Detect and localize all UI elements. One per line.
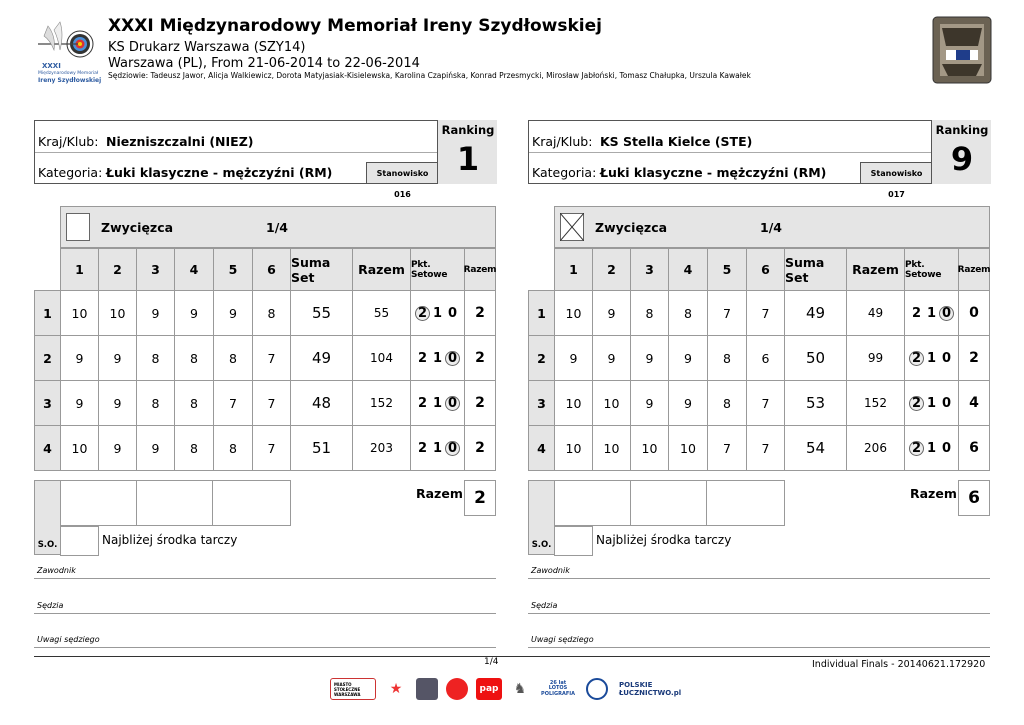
cumulative-total: 152 <box>846 380 905 426</box>
so-label-cell <box>528 480 555 555</box>
set-razem: 2 <box>464 380 496 426</box>
so-arrow-3[interactable] <box>212 480 291 526</box>
end-header: 3 <box>136 248 175 291</box>
arrow-score: 8 <box>174 380 214 426</box>
set-sum: 53 <box>784 380 847 426</box>
razem-total-value: 6 <box>958 480 990 516</box>
sponsor-pap: pap <box>476 678 502 700</box>
club-value: Niezniszczalni (NIEZ) <box>106 134 254 149</box>
page-title: XXXI Międzynarodowy Memoriał Ireny Szydłowskiej <box>108 16 602 36</box>
winner-checkbox[interactable] <box>66 213 90 241</box>
set-points <box>410 380 465 426</box>
cumulative-total: 203 <box>352 425 411 471</box>
winner-checkbox[interactable] <box>560 213 584 241</box>
arrow-score: 9 <box>630 335 669 381</box>
arrow-score: 7 <box>252 335 291 381</box>
ranking-label: Ranking <box>441 123 495 137</box>
arrow-score: 7 <box>252 380 291 426</box>
cumulative-total: 49 <box>846 290 905 336</box>
arrow-score: 9 <box>98 380 137 426</box>
arrow-score: 8 <box>707 380 747 426</box>
arrow-score: 10 <box>554 425 593 471</box>
arrow-score: 8 <box>136 335 175 381</box>
set-point-option[interactable]: 0 <box>445 351 460 366</box>
arrow-score: 9 <box>98 335 137 381</box>
end-header: 4 <box>174 248 214 291</box>
set-sum: 50 <box>784 335 847 381</box>
ranking-value: 9 <box>950 140 974 178</box>
sponsor-grey-logo <box>416 678 438 700</box>
ranking-value: 1 <box>456 140 480 178</box>
cumulative-total: 55 <box>352 290 411 336</box>
sponsor-polskie-lucznictwo: POLSKIE ŁUCZNICTWO.pl <box>616 678 696 700</box>
set-sum: 51 <box>290 425 353 471</box>
end-header: 2 <box>98 248 137 291</box>
end-header: 6 <box>252 248 291 291</box>
closest-label: Najbliżej środka tarczy <box>102 533 238 547</box>
zawodnik-label: Zawodnik <box>531 566 570 575</box>
arrow-score: 7 <box>252 425 291 471</box>
arrow-score: 8 <box>213 425 253 471</box>
set-points-header: Pkt. Setowe <box>410 248 465 291</box>
arrow-score: 7 <box>707 290 747 336</box>
athlete-info-box <box>34 120 496 199</box>
arrow-score: 8 <box>707 335 747 381</box>
arrow-score: 9 <box>630 380 669 426</box>
closest-checkbox[interactable] <box>60 526 99 556</box>
sponsor-bar <box>330 674 696 704</box>
arrow-score: 10 <box>60 425 99 471</box>
winner-label: Zwycięzca <box>101 220 174 235</box>
set-razem: 2 <box>464 425 496 471</box>
set-point-option[interactable]: 0 <box>939 306 954 321</box>
end-header: 1 <box>60 248 99 291</box>
set-point-option[interactable]: 1 <box>432 440 443 456</box>
set-number: 1 <box>528 290 555 336</box>
arrow-score: 9 <box>554 335 593 381</box>
end-header: 5 <box>213 248 253 291</box>
set-number: 4 <box>34 425 61 471</box>
club-emblem-icon <box>932 16 992 84</box>
cumulative-total: 104 <box>352 335 411 381</box>
razem-total-label: Razem <box>910 486 957 501</box>
winner-label: Zwycięzca <box>595 220 668 235</box>
arrow-score: 8 <box>136 380 175 426</box>
sponsor-circle-logo <box>586 678 608 700</box>
arrow-score: 9 <box>136 425 175 471</box>
arrow-score: 7 <box>707 425 747 471</box>
so-label: S.O. <box>531 540 552 550</box>
closest-label: Najbliżej środka tarczy <box>596 533 732 547</box>
arrow-score: 10 <box>592 425 631 471</box>
set-number: 3 <box>528 380 555 426</box>
set-sum: 49 <box>784 290 847 336</box>
zawodnik-line <box>528 578 990 579</box>
set-point-option[interactable]: 0 <box>445 396 460 411</box>
sedzia-line <box>34 613 496 614</box>
set-point-option[interactable]: 2 <box>417 440 428 456</box>
set-point-option[interactable]: 0 <box>941 350 952 366</box>
ranking-box <box>437 120 497 184</box>
arrow-score: 9 <box>592 335 631 381</box>
set-point-option[interactable]: 1 <box>926 440 937 456</box>
set-razem: 2 <box>958 335 990 381</box>
sedzia-label: Sędzia <box>37 601 64 610</box>
set-razem: 2 <box>464 290 496 336</box>
arrow-score: 9 <box>668 380 708 426</box>
uwagi-label: Uwagi sędziego <box>37 635 100 644</box>
arrow-score: 8 <box>630 290 669 336</box>
arrow-score: 9 <box>592 290 631 336</box>
end-header: 4 <box>668 248 708 291</box>
set-razem-header: Razem <box>464 248 496 291</box>
set-point-option[interactable]: 0 <box>447 305 458 321</box>
stanowisko-badge: Stanowisko 016 <box>366 162 438 184</box>
end-header: 5 <box>707 248 747 291</box>
stanowisko-badge: Stanowisko 017 <box>860 162 932 184</box>
sedzia-line <box>528 613 990 614</box>
arrow-score: 8 <box>174 425 214 471</box>
sponsor-lotos: 26 lat LOTOS POLIGRAFIA <box>538 678 578 700</box>
razem-total-value: 2 <box>464 480 496 516</box>
cumulative-total: 206 <box>846 425 905 471</box>
arrow-score: 10 <box>668 425 708 471</box>
set-point-option[interactable]: 1 <box>926 350 937 366</box>
set-point-option[interactable]: 0 <box>941 440 952 456</box>
ranking-label: Ranking <box>935 123 989 137</box>
set-point-option[interactable]: 2 <box>909 351 924 366</box>
set-points-header: Pkt. Setowe <box>904 248 959 291</box>
set-razem: 0 <box>958 290 990 336</box>
set-points <box>410 335 465 381</box>
athlete-info-box <box>528 120 990 199</box>
so-label-cell <box>34 480 61 555</box>
arrow-score: 6 <box>746 335 785 381</box>
set-razem: 6 <box>958 425 990 471</box>
set-number: 2 <box>34 335 61 381</box>
cumulative-total: 152 <box>352 380 411 426</box>
razem-header: Razem <box>846 248 905 291</box>
arrow-score: 8 <box>668 290 708 336</box>
event-location-dates: Warszawa (PL), From 21-06-2014 to 22-06-2014 <box>108 56 420 71</box>
zawodnik-line <box>34 578 496 579</box>
info-separator <box>35 152 437 153</box>
uwagi-label: Uwagi sędziego <box>531 635 594 644</box>
organizer: KS Drukarz Warszawa (SZY14) <box>108 40 306 55</box>
ranking-box <box>931 120 991 184</box>
arrow-score: 8 <box>213 335 253 381</box>
category-label: Kategoria: <box>38 165 103 180</box>
arrow-score: 10 <box>592 380 631 426</box>
winner-check-mark-icon <box>560 213 584 241</box>
so-arrow-1[interactable] <box>554 480 631 526</box>
arrow-score: 9 <box>60 380 99 426</box>
suma-set-header: Suma Set <box>784 248 847 291</box>
sedzia-label: Sędzia <box>531 601 558 610</box>
set-sum: 48 <box>290 380 353 426</box>
set-point-option[interactable]: 2 <box>911 305 922 321</box>
set-number: 2 <box>528 335 555 381</box>
round-label: 1/4 <box>760 220 782 235</box>
footer-line <box>34 656 990 657</box>
arrow-score: 10 <box>630 425 669 471</box>
arrow-score: 9 <box>668 335 708 381</box>
set-points <box>904 380 959 426</box>
arrow-score: 7 <box>746 425 785 471</box>
arrow-score: 7 <box>213 380 253 426</box>
set-point-option[interactable]: 2 <box>909 441 924 456</box>
arrow-score: 7 <box>746 380 785 426</box>
end-header: 3 <box>630 248 669 291</box>
category-value: Łuki klasyczne - mężczyźni (RM) <box>600 165 827 180</box>
sponsor-star-logo: ★ <box>384 678 408 700</box>
closest-checkbox[interactable] <box>554 526 593 556</box>
club-value: KS Stella Kielce (STE) <box>600 134 753 149</box>
set-point-option[interactable]: 2 <box>417 395 428 411</box>
set-point-option[interactable]: 1 <box>432 395 443 411</box>
set-point-option[interactable]: 2 <box>417 350 428 366</box>
set-points <box>904 425 959 471</box>
arrow-score: 8 <box>174 335 214 381</box>
set-points <box>410 425 465 471</box>
set-number: 3 <box>34 380 61 426</box>
athlete-panel <box>528 120 990 660</box>
set-points <box>904 290 959 336</box>
set-sum: 54 <box>784 425 847 471</box>
logo-text-1: XXXI <box>42 62 61 70</box>
set-points <box>904 335 959 381</box>
sponsor-eagle-logo: ♞ <box>510 678 530 700</box>
set-point-option[interactable]: 0 <box>941 395 952 411</box>
arrow-score: 9 <box>136 290 175 336</box>
club-label: Kraj/Klub: <box>532 134 593 149</box>
so-arrow-3[interactable] <box>706 480 785 526</box>
set-number: 4 <box>528 425 555 471</box>
set-point-option[interactable]: 1 <box>926 395 937 411</box>
athlete-panel <box>34 120 496 660</box>
uwagi-line <box>528 647 990 648</box>
club-label: Kraj/Klub: <box>38 134 99 149</box>
suma-set-header: Suma Set <box>290 248 353 291</box>
arrow-score: 7 <box>746 290 785 336</box>
judges-list: Sędziowie: Tadeusz Jawor, Alicja Walkiewicz, Dorota Matyjasiak-Kisielewska, Karolina Czapińska, Konrad Przesmycki, Mirosław Jabłoński, Tomasz Chałupka, Urszula Kawałek <box>108 71 751 80</box>
zawodnik-label: Zawodnik <box>37 566 76 575</box>
document-id: Individual Finals - 20140621.172920 <box>812 659 986 670</box>
end-header: 1 <box>554 248 593 291</box>
set-point-option[interactable]: 0 <box>445 441 460 456</box>
set-point-option[interactable]: 1 <box>432 350 443 366</box>
arrow-score: 10 <box>554 380 593 426</box>
category-label: Kategoria: <box>532 165 597 180</box>
set-points <box>410 290 465 336</box>
page-number: 1/4 <box>484 657 499 667</box>
arrow-score: 10 <box>554 290 593 336</box>
set-number: 1 <box>34 290 61 336</box>
set-sum: 55 <box>290 290 353 336</box>
set-razem: 2 <box>464 335 496 381</box>
logo-text-2: Międzynarodowy Memoriał <box>38 71 99 76</box>
set-point-option[interactable]: 2 <box>415 306 430 321</box>
arrow-score: 8 <box>252 290 291 336</box>
set-razem: 4 <box>958 380 990 426</box>
set-point-option[interactable]: 2 <box>909 396 924 411</box>
set-razem-header: Razem <box>958 248 990 291</box>
category-value: Łuki klasyczne - mężczyźni (RM) <box>106 165 333 180</box>
round-label: 1/4 <box>266 220 288 235</box>
arrow-score: 9 <box>60 335 99 381</box>
so-arrow-2[interactable] <box>630 480 707 526</box>
cumulative-total: 99 <box>846 335 905 381</box>
info-separator <box>529 152 931 153</box>
so-arrow-2[interactable] <box>136 480 213 526</box>
end-header: 2 <box>592 248 631 291</box>
so-arrow-1[interactable] <box>60 480 137 526</box>
arrow-score: 10 <box>60 290 99 336</box>
set-sum: 49 <box>290 335 353 381</box>
sponsor-warszawa: MIASTO STOŁECZNE WARSZAWA <box>330 678 376 700</box>
arrow-score: 10 <box>98 290 137 336</box>
uwagi-line <box>34 647 496 648</box>
end-header: 6 <box>746 248 785 291</box>
arrow-score: 9 <box>98 425 137 471</box>
set-point-option[interactable]: 1 <box>432 305 443 321</box>
sponsor-pss-logo <box>446 678 468 700</box>
so-label: S.O. <box>37 540 58 550</box>
razem-header: Razem <box>352 248 411 291</box>
arrow-score: 9 <box>174 290 214 336</box>
arrow-score: 9 <box>213 290 253 336</box>
set-point-option[interactable]: 1 <box>926 305 937 321</box>
razem-total-label: Razem <box>416 486 463 501</box>
logo-text-3: Ireny Szydłowskiej <box>38 77 102 84</box>
